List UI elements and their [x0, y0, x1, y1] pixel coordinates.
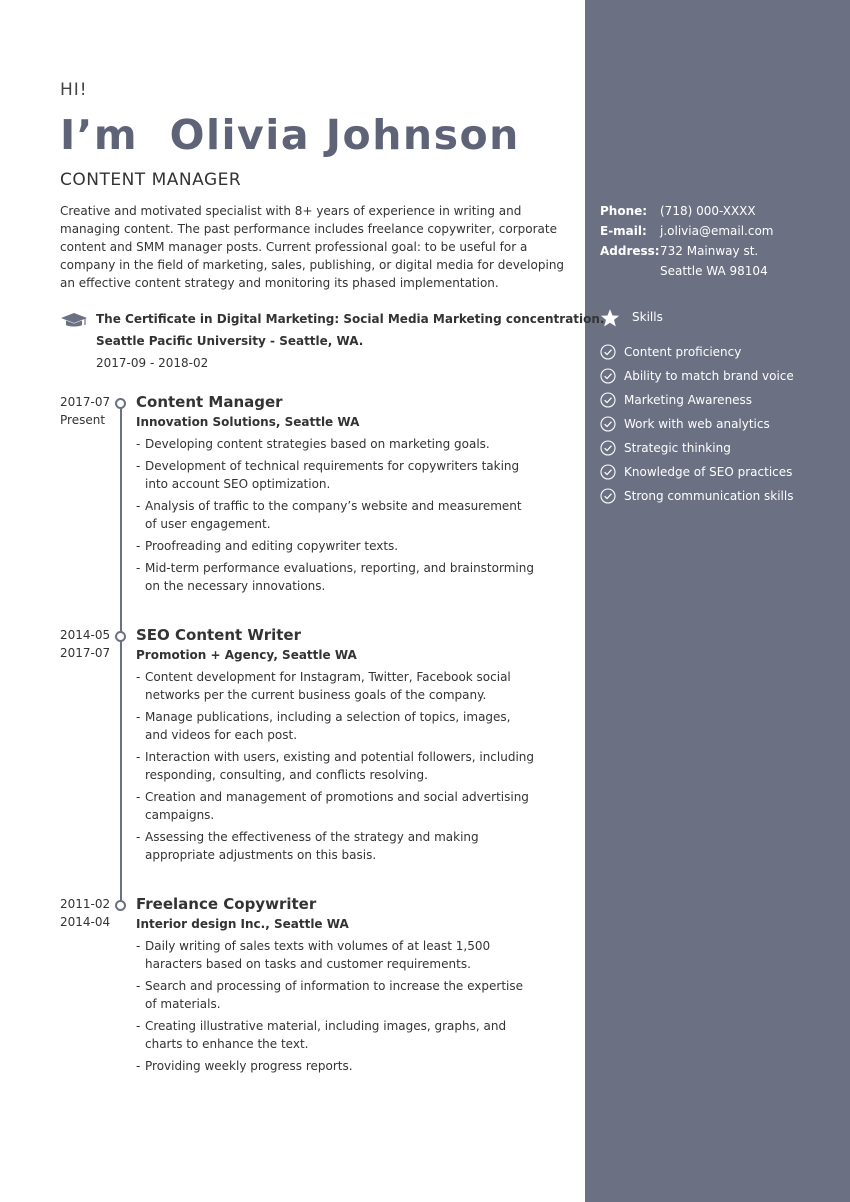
- phone-value[interactable]: (718) 000-XXXX: [660, 204, 756, 218]
- contact-phone: [600, 202, 840, 222]
- address-label: Address:: [600, 244, 660, 258]
- education-dates: 2017-09 - 2018-02: [96, 356, 209, 370]
- contact-email: [600, 222, 840, 242]
- check-circle-icon: [600, 344, 616, 360]
- job-bullet: - Proofreading and editing copywriter texts.: [136, 537, 536, 555]
- skills-list: [600, 343, 840, 511]
- skill-item: [600, 463, 840, 487]
- skills-title: Skills: [632, 310, 663, 324]
- skill-label: Marketing Awareness: [624, 393, 753, 407]
- skill-label: Knowledge of SEO practices: [624, 465, 793, 479]
- phone-label: Phone:: [600, 204, 648, 218]
- contact-address-2: [600, 262, 840, 282]
- email-label: E-mail:: [600, 224, 647, 238]
- contact-address: [600, 242, 840, 262]
- check-circle-icon: [600, 464, 616, 480]
- job-title: Content Manager: [136, 393, 283, 411]
- profile-summary: Creative and motivated specialist with 8+ years of experience in writing and managing content. The past performance includes freelance copywriter, corporate content and SMM manager posts. Current professional goal: to be useful for a company in the field of marketing, sales, publishing, or digital media for developing an effective content strategy and monitoring its phased implementation.: [60, 204, 565, 290]
- skill-label: Strategic thinking: [624, 441, 731, 455]
- job-end-date: 2017-07: [60, 646, 111, 660]
- skill-item: [600, 391, 840, 415]
- job-end-date: 2014-04: [60, 915, 111, 929]
- education-title: The Certificate in Digital Marketing: Social Media Marketing concentration.: [96, 312, 605, 326]
- skill-label: Content proficiency: [624, 345, 742, 359]
- job-bullet: - Analysis of traffic to the company’s website and measurement of user engagement.: [136, 497, 536, 533]
- candidate-name: I’m Olivia Johnson: [60, 111, 520, 159]
- skill-label: Ability to match brand voice: [624, 369, 794, 383]
- job-company: Innovation Solutions, Seattle WA: [136, 415, 360, 429]
- timeline-dot: [115, 900, 126, 911]
- star-icon: [600, 308, 620, 328]
- timeline-line: [120, 405, 122, 901]
- job-role: CONTENT MANAGER: [60, 170, 242, 190]
- job-bullet: - Search and processing of information to increase the expertise of materials.: [136, 977, 536, 1013]
- job-start-date: 2011-02: [60, 897, 111, 911]
- job-bullets: [136, 435, 536, 599]
- graduation-cap-icon: [60, 311, 88, 329]
- contact-section: [600, 202, 840, 282]
- address-line-2: Seattle WA 98104: [660, 264, 768, 278]
- job-bullet: - Mid-term performance evaluations, reporting, and brainstorming on the necessary innovations.: [136, 559, 536, 595]
- job-bullet: - Assessing the effectiveness of the strategy and making appropriate adjustments on this basis.: [136, 828, 536, 864]
- job-title: SEO Content Writer: [136, 626, 301, 644]
- job-dates: [60, 626, 110, 662]
- job-bullet: - Development of technical requirements for copywriters taking into account SEO optimization.: [136, 457, 536, 493]
- job-bullet: - Interaction with users, existing and potential followers, including responding, consulting, and conflicts resolving.: [136, 748, 536, 784]
- job-bullet: - Content development for Instagram, Twitter, Facebook social networks per the current business goals of the company.: [136, 668, 536, 704]
- job-bullets: [136, 668, 536, 868]
- greeting: HI!: [60, 80, 88, 100]
- job-end-date: Present: [60, 413, 106, 427]
- job-bullet: - Providing weekly progress reports.: [136, 1057, 536, 1075]
- job-dates: [60, 895, 110, 931]
- skill-item: [600, 343, 840, 367]
- job-bullet: - Creating illustrative material, including images, graphs, and charts to enhance the text.: [136, 1017, 536, 1053]
- address-line-1: 732 Mainway st.: [660, 244, 759, 258]
- job-title: Freelance Copywriter: [136, 895, 317, 913]
- check-circle-icon: [600, 368, 616, 384]
- skill-item: [600, 439, 840, 463]
- timeline-dot: [115, 631, 126, 642]
- timeline-dot: [115, 398, 126, 409]
- job-bullet: - Developing content strategies based on marketing goals.: [136, 435, 536, 453]
- job-start-date: 2014-05: [60, 628, 111, 642]
- job-bullet: - Creation and management of promotions and social advertising campaigns.: [136, 788, 536, 824]
- skill-item: [600, 415, 840, 439]
- sidebar-panel: [585, 0, 850, 1202]
- check-circle-icon: [600, 416, 616, 432]
- email-link[interactable]: j.olivia@email.com: [660, 224, 774, 238]
- job-company: Promotion + Agency, Seattle WA: [136, 648, 357, 662]
- skill-item: [600, 367, 840, 391]
- job-dates: [60, 393, 110, 429]
- check-circle-icon: [600, 392, 616, 408]
- job-bullets: [136, 937, 536, 1079]
- job-start-date: 2017-07: [60, 395, 111, 409]
- job-bullet: - Daily writing of sales texts with volumes of at least 1,500 haracters based on tasks and customer requirements.: [136, 937, 536, 973]
- skill-label: Work with web analytics: [624, 417, 770, 431]
- skill-item: [600, 487, 840, 511]
- check-circle-icon: [600, 440, 616, 456]
- job-bullet: - Manage publications, including a selection of topics, images, and videos for each post.: [136, 708, 536, 744]
- check-circle-icon: [600, 488, 616, 504]
- skill-label: Strong communication skills: [624, 489, 794, 503]
- job-company: Interior design Inc., Seattle WA: [136, 917, 349, 931]
- education-school: Seattle Pacific University - Seattle, WA.: [96, 334, 364, 348]
